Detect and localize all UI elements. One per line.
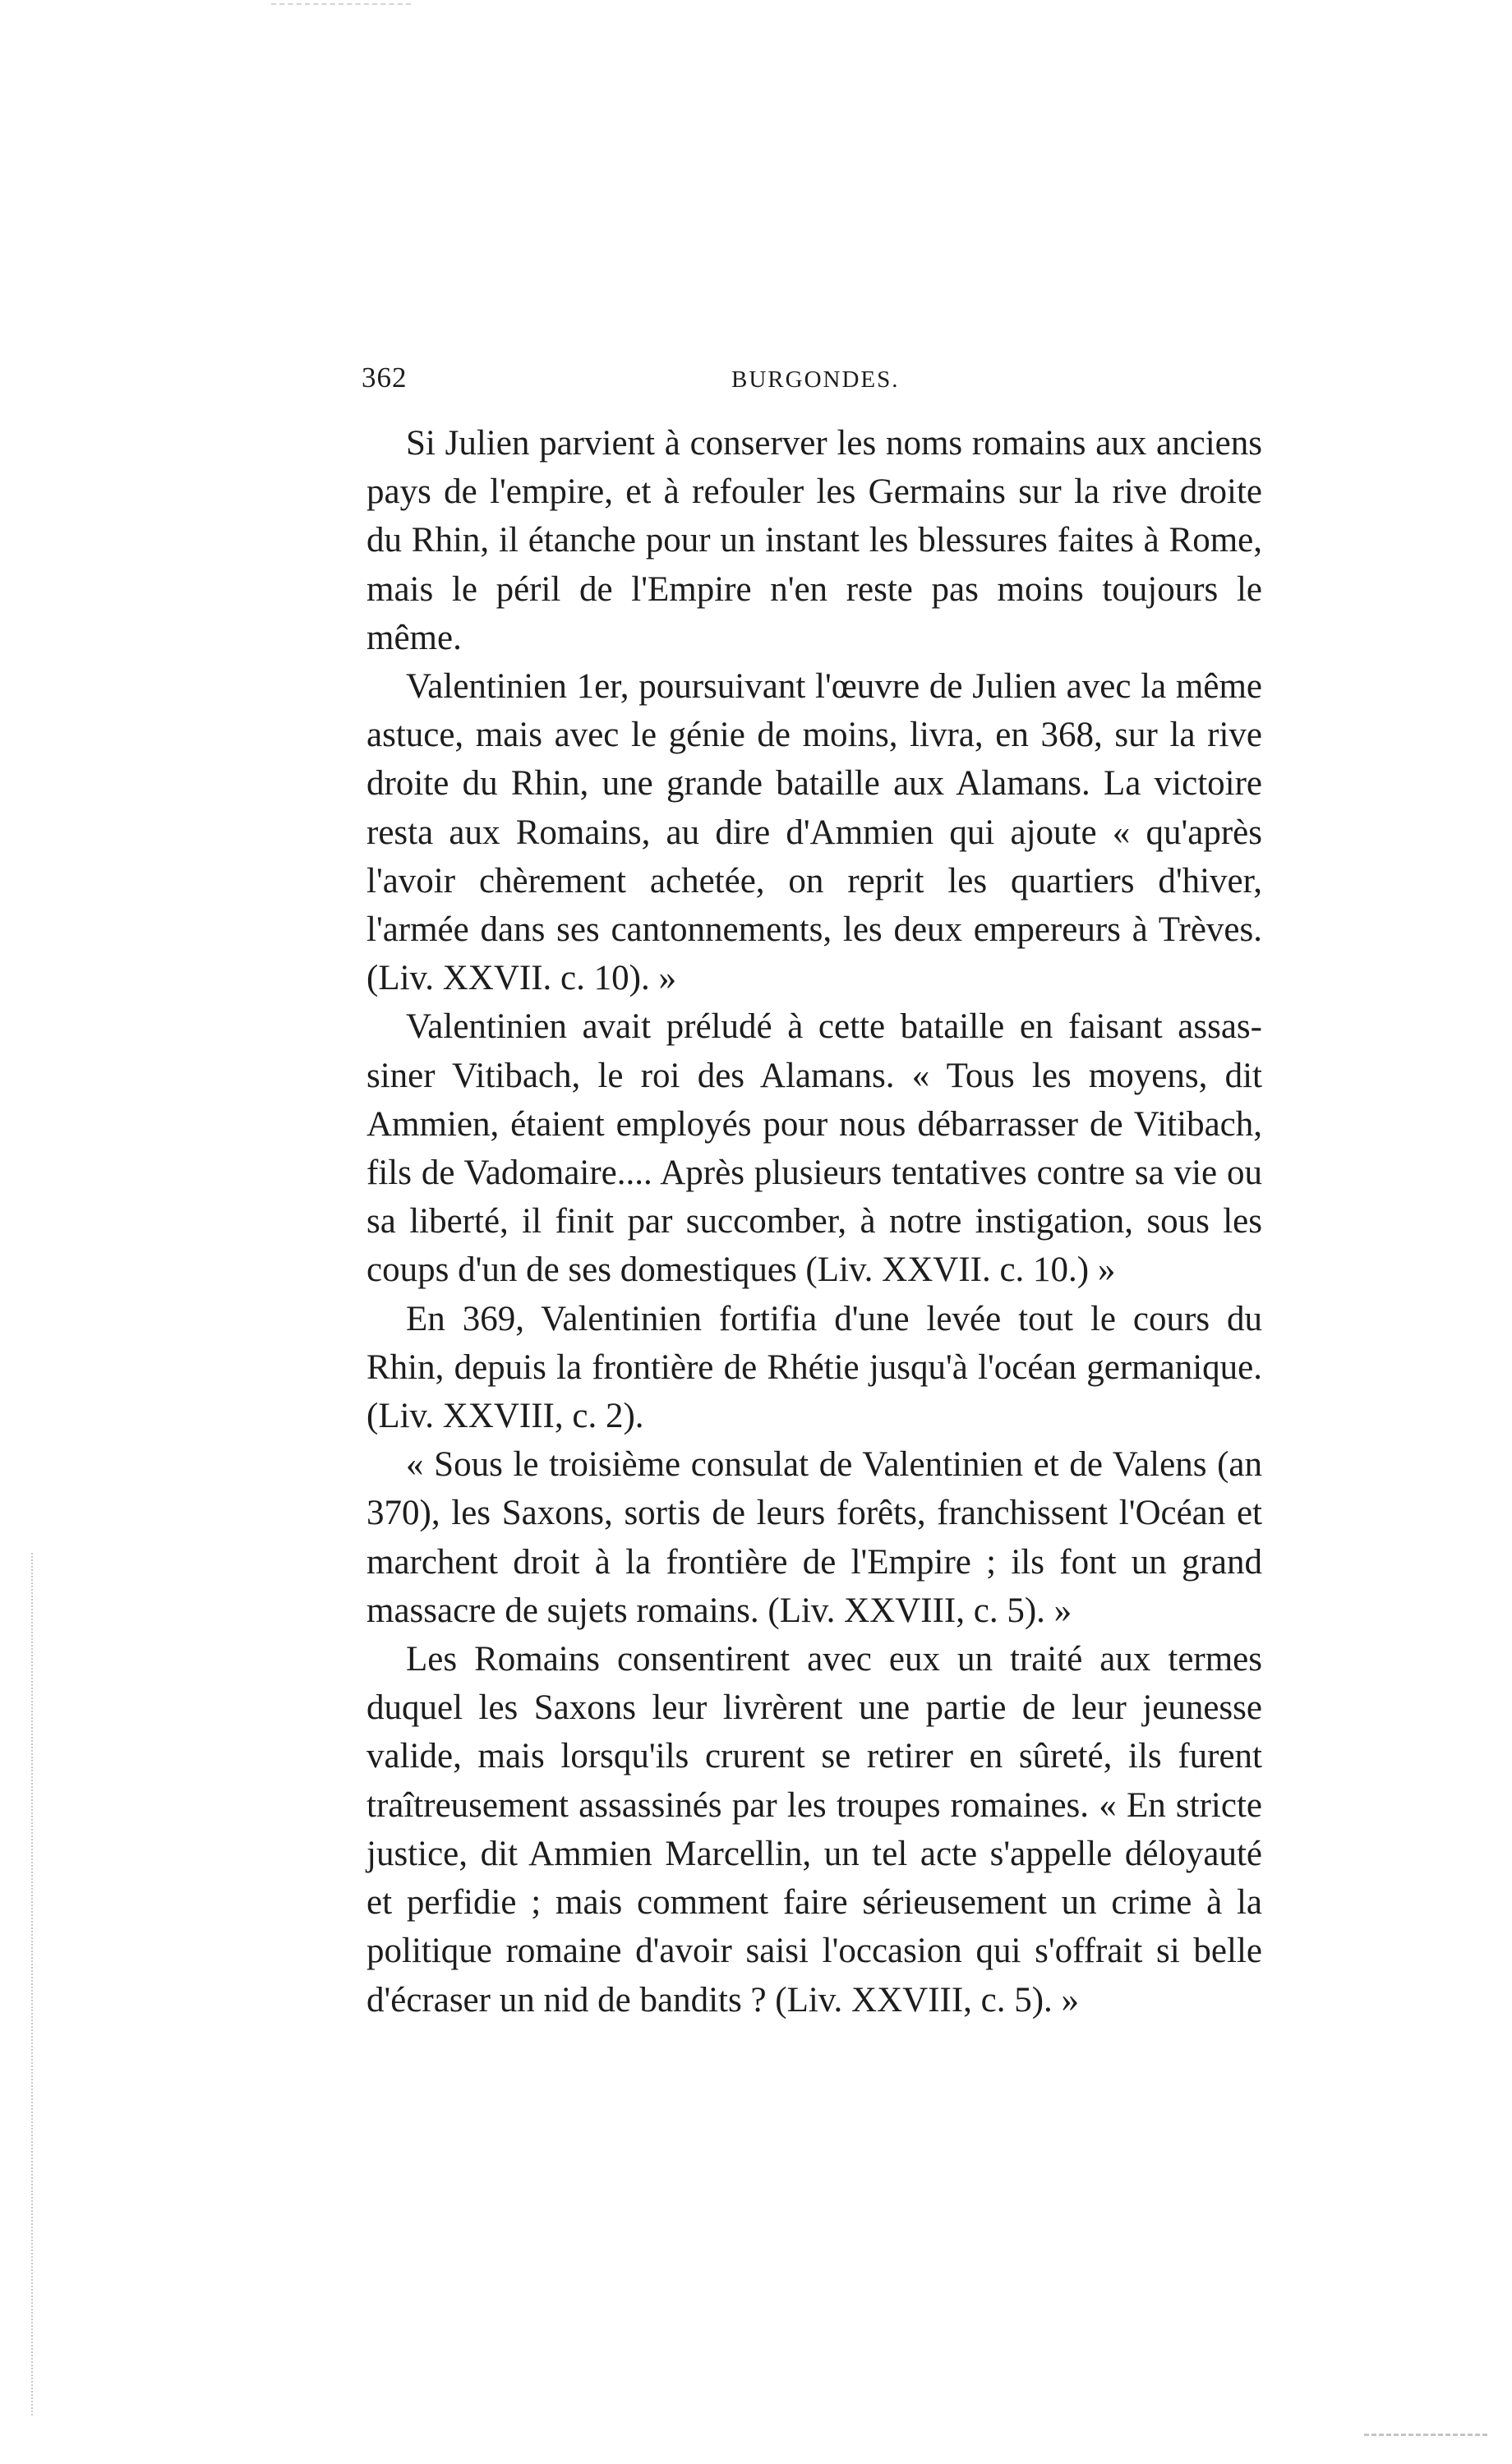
paragraph-vitibach: Valentinien avait préludé à cette bataille en faisant assassiner Vitibach, le roi des Alamans. « Tous les moyens, dit Ammien, étaient employés pour nous débarrasser de Vitibach, fils de Vadomaire.... Après plusieurs tentatives contre sa vie ou sa liberté, il finit par succomber, à notre instigation, sous les coups d'un de ses domestiques (Liv. XXVII. c. 10.) » xyxy=(366,1007,1262,1290)
page-number: 362 xyxy=(362,362,408,394)
paragraph-levee-rhin: En 369, Valentinien fortifia d'une levée tout le cours du Rhin, depuis la frontière de Rhétie jusqu'à l'océan germanique. (Liv. XXVIII, c. 2). xyxy=(366,1299,1262,1436)
running-title: BURGONDES. xyxy=(731,366,900,393)
paragraph-saxons: « Sous le troisième consulat de Valentinien et de Valens (an 370), les Saxons, sortis de leurs forêts, franchissent l'Océan et marchent droit à la frontière de l'Empire ; ils font un grand massacre de sujets romains. (Liv. XXVIII, c. 5). » xyxy=(366,1445,1262,1630)
scan-artifact-bottom xyxy=(1364,2434,1487,2439)
running-head xyxy=(362,362,1257,411)
body-text xyxy=(366,419,1262,2024)
paragraph-valentinien-bataille: Valentinien 1er, poursuivant l'œuvre de Julien avec la même astuce, mais avec le génie de moins, livra, en 368, sur la rive droite du Rhin, une grande bataille aux Alamans. La victoire resta aux Romains, au dire d'Ammien qui ajoute « qu'après l'avoir chèrement achetée, on reprit les quartiers d'hiver, l'armée dans ses cantonnements, les deux empereurs à Trèves. (Liv. XXVII. c. 10). » xyxy=(366,667,1262,998)
paragraph-julien: Si Julien parvient à conserver les noms romains aux anciens pays de l'empire, et à refouler les Germains sur la rive droite du Rhin, il étanche pour un instant les blessures faites à Rome, mais le péril de l'Empire n'en reste pas moins toujours le même. xyxy=(366,424,1262,657)
paragraph-traite: Les Romains consentirent avec eux un traité aux termes duquel les Saxons leur livrèrent une partie de leur jeunesse valide, mais lorsqu'ils crurent se retirer en sûreté, ils furent traîtreusement assassinés par les troupes romaines. « En stricte justice, dit Ammien Marcellin, un tel acte s'appelle déloyauté et perfidie ; mais comment faire sérieusement un crime à la politique romaine d'avoir saisi l'occasion qui s'offrait si belle d'écraser un nid de bandits ? (Liv. XXVIII, c. 5). » xyxy=(366,1640,1262,2020)
scan-artifact-left-edge xyxy=(31,1553,38,2416)
scan-artifact-top xyxy=(271,3,411,7)
